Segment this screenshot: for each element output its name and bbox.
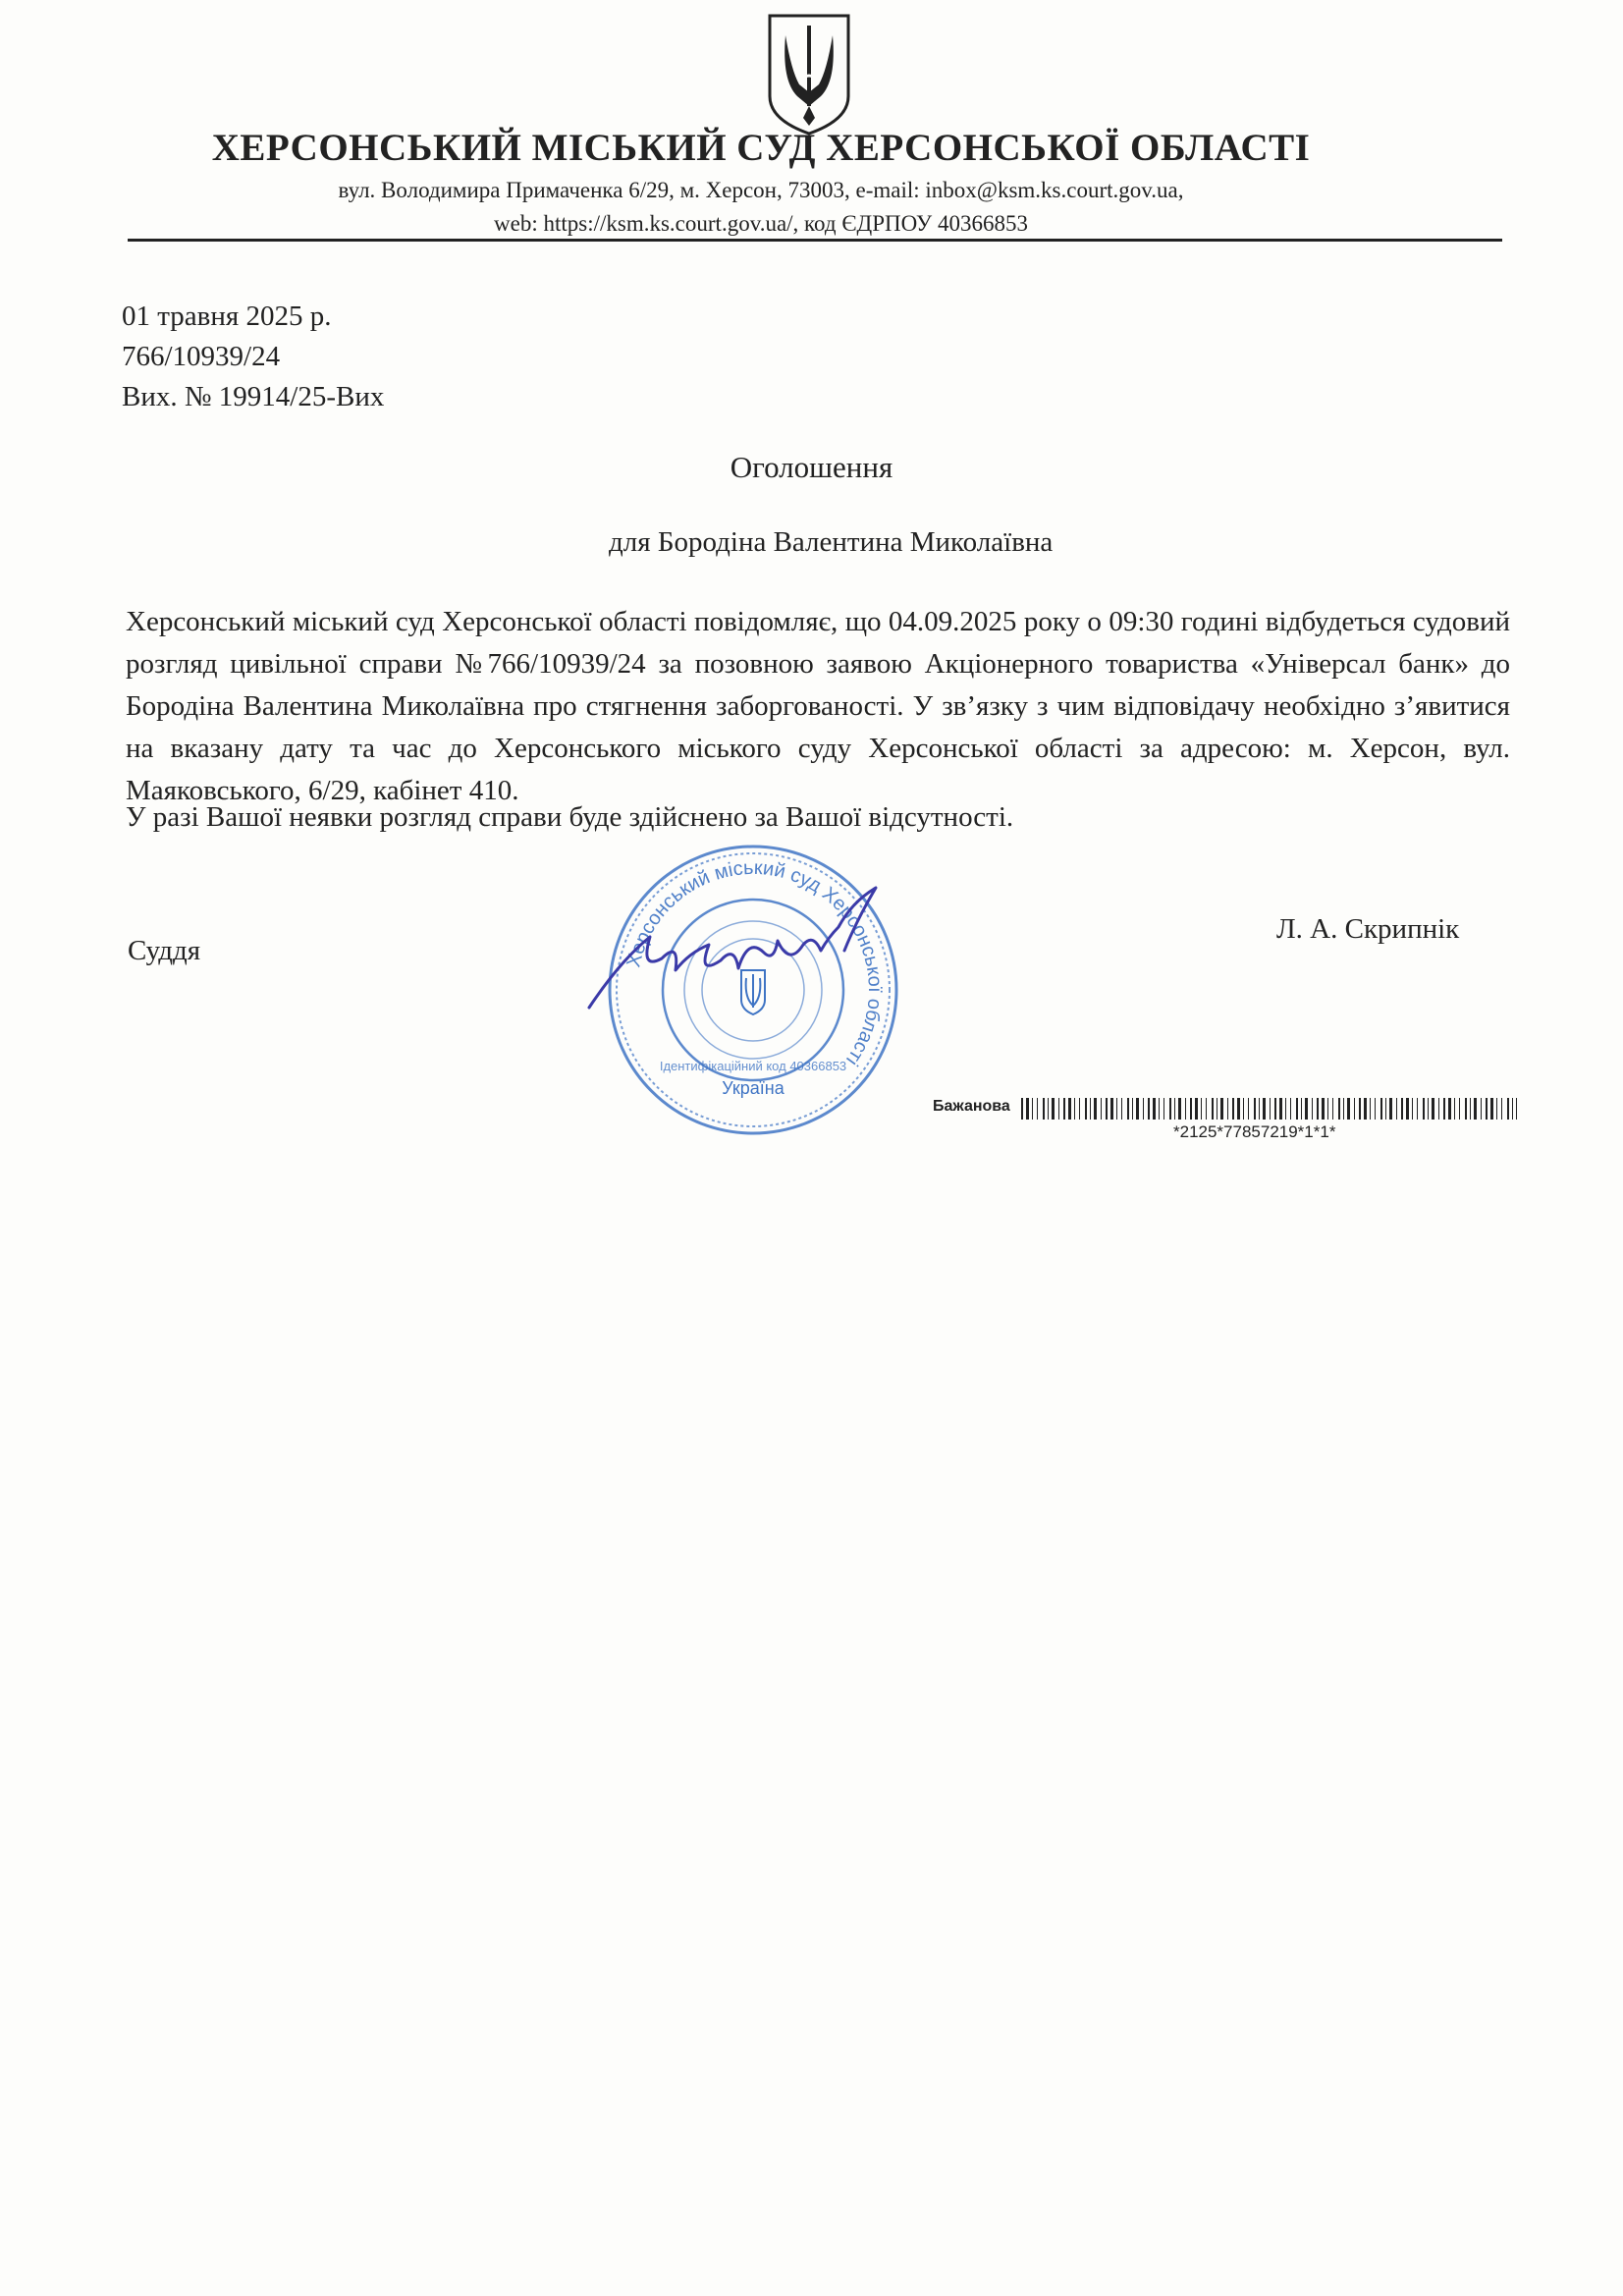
barcode-number: *2125*77857219*1*1* [1173, 1122, 1336, 1141]
judge-name: Л. А. Скрипнік [1276, 913, 1460, 945]
barcode-bar [1406, 1098, 1409, 1120]
barcode-bar [1507, 1098, 1509, 1120]
barcode-bar [1063, 1098, 1065, 1120]
recipient-line: для Бородіна Валентина Миколаївна [609, 526, 1054, 558]
barcode-bar [1354, 1098, 1355, 1120]
barcode-bar [1263, 1098, 1266, 1120]
document-date: 01 травня 2025 р. [122, 301, 332, 332]
barcode-bar [1317, 1098, 1319, 1120]
barcode-bar [1259, 1098, 1260, 1120]
barcode-bar [1270, 1098, 1271, 1120]
barcode-bar [1074, 1098, 1075, 1120]
barcode-bar [1322, 1098, 1325, 1120]
barcode-bar [1052, 1098, 1055, 1120]
barcode-bar [1153, 1098, 1156, 1120]
barcode-bar [1401, 1098, 1403, 1120]
barcode-bar [1305, 1098, 1308, 1120]
header-divider [128, 239, 1502, 242]
barcode-bar [1237, 1098, 1240, 1120]
barcode-bar [1254, 1098, 1256, 1120]
barcode-bar [1163, 1098, 1164, 1120]
barcode-bar [1032, 1098, 1033, 1120]
barcode-bar [1110, 1098, 1113, 1120]
barcode-bar [1359, 1098, 1361, 1120]
barcode-bar [1428, 1098, 1429, 1120]
barcode-bar [1296, 1098, 1298, 1120]
stamp-ring-text: Херсонський міський суд Херсонської області [622, 856, 887, 1070]
barcode-owner: Бажанова [933, 1098, 1010, 1115]
document-title: Оголошення [730, 450, 893, 484]
barcode-bar [1470, 1098, 1471, 1120]
barcode-bar [1037, 1098, 1038, 1120]
barcode-bar [1347, 1098, 1350, 1120]
court-address-line1: вул. Володимира Примаченка 6/29, м. Херсон, 73003, e-mail: inbox@ksm.ks.court.gov.ua, [338, 178, 1184, 202]
case-number: 766/10939/24 [122, 341, 281, 372]
barcode-bar [1459, 1098, 1460, 1120]
barcode-bar [1026, 1098, 1029, 1120]
barcode-bar [1174, 1098, 1175, 1120]
barcode [1021, 1098, 1517, 1120]
trident-emblem-icon [764, 12, 854, 137]
barcode-bar [1496, 1098, 1497, 1120]
barcode-bar [1512, 1098, 1513, 1120]
stamp-code-text: Ідентифікаційний код 40366853 [659, 1059, 847, 1073]
barcode-bar [1148, 1098, 1150, 1120]
judge-role-label: Суддя [128, 935, 201, 966]
barcode-bar [1206, 1098, 1207, 1120]
barcode-bar [1490, 1098, 1493, 1120]
outgoing-number: Вих. № 19914/25-Вих [122, 381, 385, 412]
barcode-bar [1396, 1098, 1397, 1120]
barcode-bar [1486, 1098, 1488, 1120]
barcode-bar [1380, 1098, 1382, 1120]
barcode-bar [1417, 1098, 1418, 1120]
barcode-bar [1274, 1098, 1276, 1120]
barcode-bar [1389, 1098, 1392, 1120]
barcode-bar [1169, 1098, 1171, 1120]
barcode-bar [1290, 1098, 1291, 1120]
court-stamp [581, 843, 925, 1137]
barcode-bar [1370, 1098, 1371, 1120]
barcode-bar [1178, 1098, 1181, 1120]
barcode-bar [1232, 1098, 1234, 1120]
barcode-bar [1043, 1098, 1045, 1120]
barcode-bar [1443, 1098, 1445, 1120]
barcode-bar [1195, 1098, 1198, 1120]
barcode-bar [1101, 1098, 1102, 1120]
barcode-bar [1481, 1098, 1482, 1120]
barcode-bar [1243, 1098, 1244, 1120]
notice-absence-clause: У разі Вашої неявки розгляд справи буде здійснено за Вашої відсутності. [126, 801, 1014, 833]
barcode-bar [1285, 1098, 1286, 1120]
barcode-bar [1338, 1098, 1340, 1120]
barcode-bar [1136, 1098, 1139, 1120]
barcode-bar [1454, 1098, 1455, 1120]
court-name: ХЕРСОНСЬКИЙ МІСЬКИЙ СУД ХЕРСОНСЬКОЇ ОБЛАСТІ [211, 127, 1311, 169]
barcode-bar [1212, 1098, 1214, 1120]
barcode-bar [1021, 1098, 1023, 1120]
barcode-bar [1048, 1098, 1049, 1120]
barcode-bar [1516, 1098, 1517, 1120]
barcode-bar [1423, 1098, 1425, 1120]
court-address-line2: web: https://ksm.ks.court.gov.ua/, код ЄДРПОУ 40366853 [494, 211, 1028, 236]
barcode-bar [1079, 1098, 1080, 1120]
barcode-bar [1227, 1098, 1228, 1120]
barcode-bar [1301, 1098, 1302, 1120]
barcode-bar [1343, 1098, 1344, 1120]
barcode-bar [1364, 1098, 1367, 1120]
barcode-bar [1090, 1098, 1091, 1120]
barcode-bar [1438, 1098, 1439, 1120]
barcode-bar [1412, 1098, 1413, 1120]
barcode-bar [1132, 1098, 1133, 1120]
barcode-bar [1385, 1098, 1386, 1120]
barcode-bar [1190, 1098, 1192, 1120]
barcode-bar [1248, 1098, 1249, 1120]
barcode-bar [1465, 1098, 1467, 1120]
barcode-bar [1201, 1098, 1202, 1120]
barcode-bar [1220, 1098, 1223, 1120]
barcode-bar [1143, 1098, 1144, 1120]
barcode-bar [1327, 1098, 1328, 1120]
barcode-bar [1085, 1098, 1087, 1120]
barcode-bar [1185, 1098, 1186, 1120]
barcode-bar [1121, 1098, 1122, 1120]
stamp-bottom-text: Україна [722, 1078, 784, 1098]
barcode-bar [1094, 1098, 1097, 1120]
barcode-bar [1474, 1098, 1477, 1120]
barcode-bar [1448, 1098, 1451, 1120]
barcode-bar [1375, 1098, 1376, 1120]
barcode-bar [1312, 1098, 1313, 1120]
barcode-bar [1432, 1098, 1434, 1120]
barcode-bar [1127, 1098, 1129, 1120]
barcode-bar [1159, 1098, 1160, 1120]
barcode-bar [1058, 1098, 1059, 1120]
barcode-bar [1068, 1098, 1071, 1120]
barcode-bar [1116, 1098, 1117, 1120]
barcode-bar [1106, 1098, 1108, 1120]
barcode-bar [1279, 1098, 1282, 1120]
barcode-bar [1501, 1098, 1502, 1120]
notice-body: Херсонський міський суд Херсонської області повідомляє, що 04.09.2025 року о 09:30 годині відбудеться судовий розгляд цивільної справи №766/10939/24 за позовною заявою Акціонерного товариства «Універсал банк» до Бородіна Валентина Миколаївна про стягнення заборгованості. У зв’язку з чим відповідачу необхідно з’явитися на вказану дату та час до Херсонського міського суду Херсонської області за адресою: м. Херсон, вул. Маяковського, 6/29, кабінет 410. [126, 606, 1510, 806]
barcode-bar [1332, 1098, 1333, 1120]
